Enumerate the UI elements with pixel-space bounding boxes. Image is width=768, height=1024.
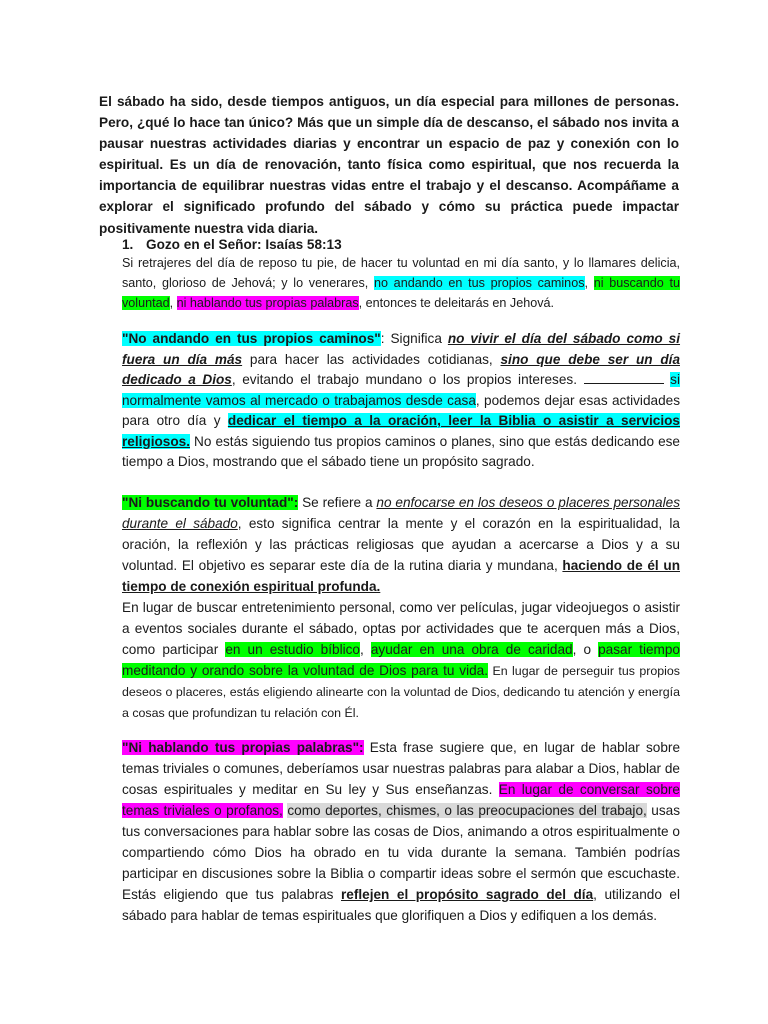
verse-highlight-palabras: ni hablando tus propias palabras — [176, 295, 359, 310]
voluntad-text: , — [359, 642, 371, 657]
caminos-text: para hacer las actividades cotidianas, — [242, 351, 501, 367]
palabras-gray-highlight: como deportes, chismes, o las preocupaciones del trabajo, — [287, 803, 647, 818]
voluntad-text: En lugar de buscar entretenimiento personal, como ver películas, jugar videojuegos o asistir a eventos sociales durante el sábado, optas por actividades que te acerquen más a Dios, como participar — [122, 600, 680, 657]
voluntad-emphasis: no enfocarse en los deseos o placeres personales durante el sábado — [122, 495, 680, 531]
palabras-paragraph — [122, 737, 680, 926]
voluntad-text: , esto significa centrar la mente y el corazón en la espiritualidad, la oración, la reflexión y las prácticas religiosas que ayudan a acercarse a Dios y a su voluntad. El objetivo es separar este día de la rutina diaria y mundana, — [122, 516, 680, 573]
palabras-text: usas tus conversaciones para hablar sobre las cosas de Dios, animando a otros espiritualmente o compartiendo cómo Dios ha obrado en tu vida durante la semana. También podrías participar en discusiones sobre la Biblia o compartir ideas sobre el sermón que escuchaste. Estás eligiendo que tus palabras — [122, 803, 680, 902]
palabras-emphasis: reflejen el propósito sagrado del día — [341, 887, 594, 902]
caminos-text: , evitando el trabajo mundano o los propios intereses. — [231, 372, 584, 387]
section-title: Gozo en el Señor: Isaías 58:13 — [146, 237, 342, 252]
verse-highlight-caminos: no andando en tus propios caminos — [373, 275, 585, 290]
caminos-text: No estás siguiendo tus propios caminos o planes, sino que estás dedicando ese tiempo a Dios, mostrando que el sábado tiene un propósito sagrado. — [122, 433, 680, 469]
intro-paragraph: El sábado ha sido, desde tiempos antiguos, un día especial para millones de personas. Pero, ¿qué lo hace tan único? Más que un simple día de descanso, el sábado nos invita a pausar nuestras actividades diarias y encontrar un espacio de paz y conexión con lo espiritual. Es un día de renovación, tanto física como espiritual, que nos recuerda la importancia de equilibrar nuestras vidas entre el trabajo y el descanso. Acompáñame a explorar el significado profundo del sábado y cómo su práctica puede impactar positivamente nuestra vida diaria. — [99, 94, 679, 236]
voluntad-highlight-estudio: en un estudio bíblico — [225, 642, 360, 657]
palabras-text: Esta frase sugiere que, en lugar de hablar sobre temas triviales o comunes, deberíamos usar nuestras palabras para alabar a Dios, hablar de cosas espirituales y meditar en Su ley y Sus enseñanzas. — [122, 740, 681, 797]
caminos-text: , podemos dejar esas actividades para otro día y — [122, 392, 680, 428]
voluntad-label: "Ni buscando tu voluntad": — [122, 495, 299, 510]
palabras-label: "Ni hablando tus propias palabras": — [122, 740, 364, 755]
voluntad-highlight-meditando: pasar tiempo meditando y orando sobre la voluntad de Dios para tu vida. — [122, 642, 680, 678]
section-number: 1. — [122, 237, 134, 252]
voluntad-text: Se refiere a — [298, 495, 377, 510]
verse-highlight-voluntad: ni buscando tu voluntad — [122, 275, 681, 310]
caminos-emphasis: sino que debe ser un día dedicado a Dios — [122, 351, 680, 387]
verse-text: Si retrajeres del día de reposo tu pie, de hacer tu voluntad en mi día santo, y lo llamares delicia, santo, glorioso de Jehová; y lo venerares, — [122, 256, 680, 290]
palabras-highlight: En lugar de conversar sobre temas triviales o profanos, — [122, 782, 680, 818]
voluntad-text: , o — [572, 642, 599, 657]
voluntad-highlight-caridad: ayudar en una obra de caridad — [370, 642, 573, 657]
palabras-text: , utilizando el sábado para hablar de temas espirituales que glorifiquen a Dios y edifiquen a los demás. — [122, 887, 680, 923]
verse-text: , — [169, 295, 177, 310]
blank-line — [584, 371, 664, 384]
verse-text: , entonces te deleitarás en Jehová. — [358, 295, 555, 310]
verse-paragraph — [122, 254, 680, 313]
voluntad-emphasis-bold: haciendo de él un tiempo de conexión espiritual profunda. — [122, 558, 680, 594]
verse-text: , — [584, 275, 594, 290]
caminos-label: "No andando en tus propios caminos" — [122, 331, 381, 346]
caminos-text: : Significa — [380, 331, 448, 346]
caminos-highlight-bold: dedicar el tiempo a la oración, leer la Biblia o asistir a servicios religiosos. — [122, 413, 680, 449]
voluntad-text: En lugar de perseguir tus propios deseos o placeres, estás eligiendo alinearte con la voluntad de Dios, dedicando tu atención y energía a cosas que profundizan tu relación con Él. — [122, 664, 681, 720]
voluntad-paragraph — [122, 492, 680, 723]
caminos-emphasis: no vivir el día del sábado como si fuera un día más — [122, 331, 681, 367]
caminos-highlight: si normalmente vamos al mercado o trabajamos desde casa — [122, 372, 680, 408]
section-heading — [122, 235, 342, 254]
caminos-paragraph — [122, 329, 680, 473]
